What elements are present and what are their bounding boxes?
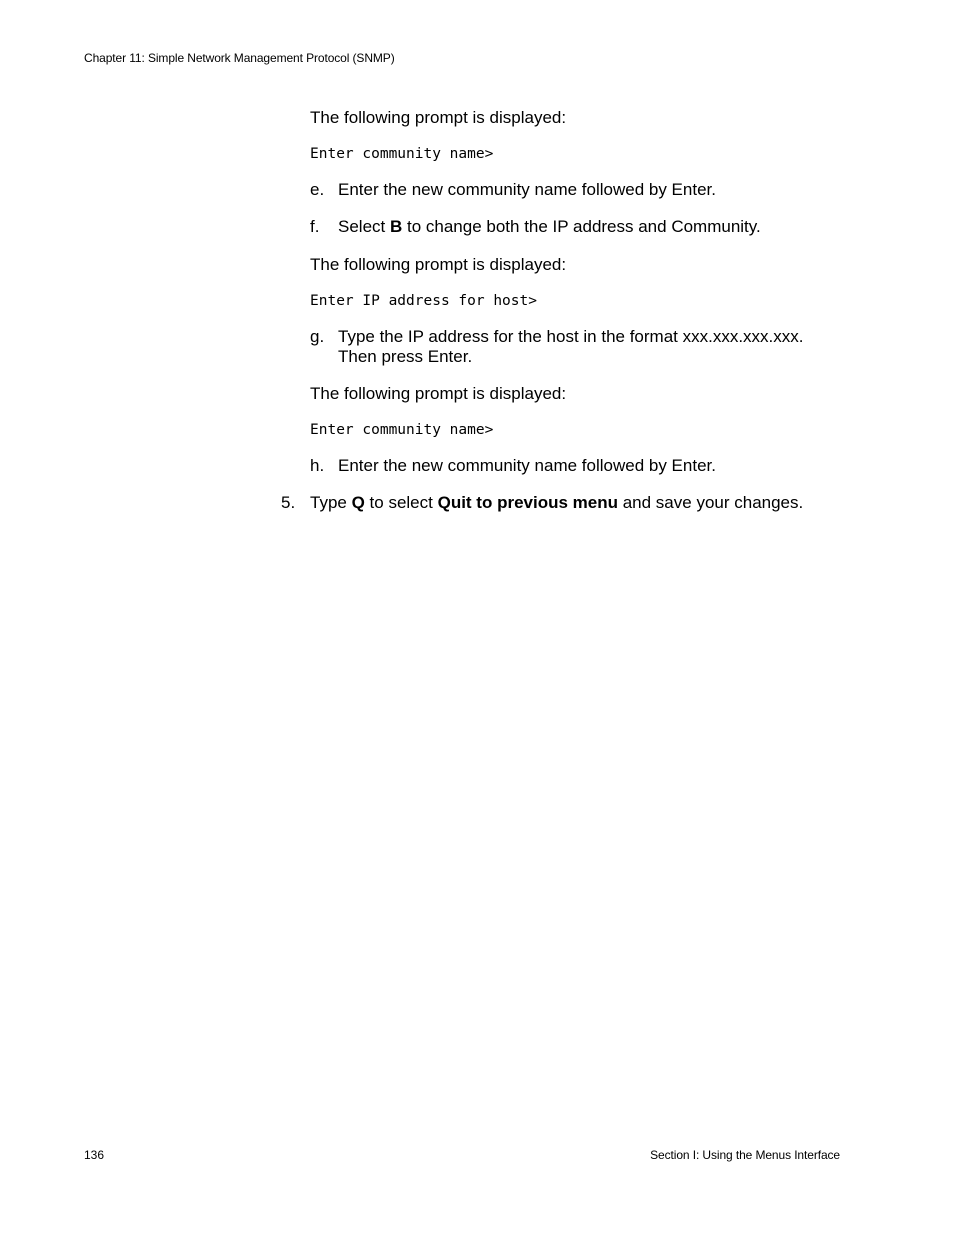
step-marker: g. xyxy=(310,327,325,346)
step-marker: f. xyxy=(310,217,320,236)
key-q: Q xyxy=(351,493,365,512)
step-marker: h. xyxy=(310,456,325,475)
code-prompt: Enter community name> xyxy=(310,422,494,438)
step-text: Type the IP address for the host in the format xxx.xxx.xxx.xxx. xyxy=(338,327,804,346)
step-text: Type Q to select Quit to previous menu and save your changes. xyxy=(310,493,804,512)
step-marker: e. xyxy=(310,180,325,199)
step-text: Enter the new community name followed by Enter. xyxy=(338,456,716,475)
page-number: 136 xyxy=(84,1148,105,1162)
code-prompt: Enter community name> xyxy=(310,146,494,162)
code-prompt: Enter IP address for host> xyxy=(310,293,537,309)
step-marker: 5. xyxy=(281,493,296,512)
step-text-continued: Then press Enter. xyxy=(338,347,473,366)
step-text: Select B to change both the IP address and Community. xyxy=(338,217,761,236)
key-b: B xyxy=(389,217,403,236)
running-header: Chapter 11: Simple Network Management Protocol (SNMP) xyxy=(84,51,395,65)
step-text: Enter the new community name followed by Enter. xyxy=(338,180,716,199)
menu-option: Quit to previous menu xyxy=(437,493,618,512)
prompt-intro: The following prompt is displayed: xyxy=(310,384,567,403)
prompt-intro: The following prompt is displayed: xyxy=(310,255,567,274)
prompt-intro: The following prompt is displayed: xyxy=(310,108,567,127)
running-footer: Section I: Using the Menus Interface xyxy=(650,1148,840,1162)
